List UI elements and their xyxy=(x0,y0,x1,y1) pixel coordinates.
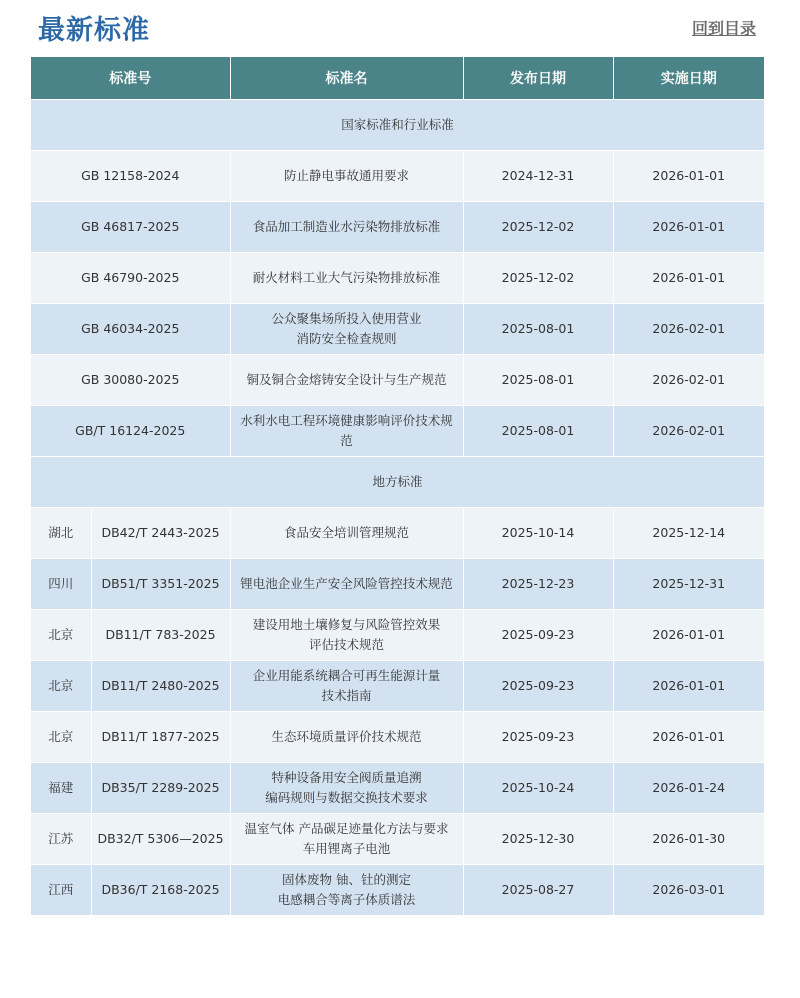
publish-date-cell: 2025-08-01 xyxy=(463,406,613,457)
standard-code-cell: DB32/T 5306—2025 xyxy=(91,814,230,865)
standard-code-cell: GB 46790-2025 xyxy=(31,253,230,304)
table-row xyxy=(31,814,764,865)
standard-name-line: 锂电池企业生产安全风险管控技术规范 xyxy=(240,576,453,591)
standard-name-cell xyxy=(230,355,463,406)
section-national-standards-label: 国家标准和行业标准 xyxy=(31,100,764,151)
table-row xyxy=(31,202,764,253)
standard-code-cell: GB 12158-2024 xyxy=(31,151,230,202)
standard-name-line: 技术指南 xyxy=(321,688,372,703)
publish-date-cell: 2025-09-23 xyxy=(463,661,613,712)
effective-date-cell: 2026-01-01 xyxy=(613,151,764,202)
effective-date-cell: 2026-01-01 xyxy=(613,202,764,253)
standard-name-cell xyxy=(230,661,463,712)
standard-name-cell xyxy=(230,610,463,661)
table-row xyxy=(31,253,764,304)
standard-name-line: 公众聚集场所投入使用营业 xyxy=(271,311,422,326)
table-body xyxy=(31,100,764,916)
standard-name-line: 食品安全培训管理规范 xyxy=(283,525,409,540)
standard-name-line: 消防安全检查规则 xyxy=(296,331,397,346)
table-row xyxy=(31,151,764,202)
header-publish-date: 发布日期 xyxy=(463,57,613,100)
standard-name-cell xyxy=(230,253,463,304)
standard-name-cell xyxy=(230,304,463,355)
publish-date-cell: 2025-10-14 xyxy=(463,508,613,559)
publish-date-cell: 2025-12-02 xyxy=(463,202,613,253)
publish-date-cell: 2025-12-23 xyxy=(463,559,613,610)
effective-date-cell: 2026-01-01 xyxy=(613,712,764,763)
publish-date-cell: 2025-08-01 xyxy=(463,355,613,406)
standard-name-cell xyxy=(230,151,463,202)
standard-code-cell: GB/T 16124-2025 xyxy=(31,406,230,457)
standard-code-cell: DB42/T 2443-2025 xyxy=(91,508,230,559)
publish-date-cell: 2025-08-01 xyxy=(463,304,613,355)
table-row xyxy=(31,661,764,712)
region-cell: 四川 xyxy=(31,559,91,610)
back-to-contents-link[interactable]: 回到目录 xyxy=(691,19,756,38)
standard-code-cell: DB36/T 2168-2025 xyxy=(91,865,230,916)
header-effective-date: 实施日期 xyxy=(613,57,764,100)
region-cell: 江西 xyxy=(31,865,91,916)
table-row xyxy=(31,865,764,916)
standard-name-cell xyxy=(230,202,463,253)
standard-name-line: 评估技术规范 xyxy=(308,637,384,652)
effective-date-cell: 2025-12-14 xyxy=(613,508,764,559)
publish-date-cell: 2025-09-23 xyxy=(463,610,613,661)
standard-name-line: 编码规则与数据交换技术要求 xyxy=(265,790,428,805)
standard-name-cell xyxy=(230,865,463,916)
standard-code-cell: GB 46034-2025 xyxy=(31,304,230,355)
publish-date-cell: 2025-10-24 xyxy=(463,763,613,814)
effective-date-cell: 2026-01-01 xyxy=(613,661,764,712)
region-cell: 北京 xyxy=(31,610,91,661)
effective-date-cell: 2026-01-24 xyxy=(613,763,764,814)
standard-name-cell xyxy=(230,712,463,763)
standard-code-cell: DB51/T 3351-2025 xyxy=(91,559,230,610)
standard-code-cell: DB11/T 1877-2025 xyxy=(91,712,230,763)
standard-name-line: 水利水电工程环境健康影响评价技术规范 xyxy=(240,413,453,448)
effective-date-cell: 2026-01-30 xyxy=(613,814,764,865)
standard-name-line: 建设用地土壤修复与风险管控效果 xyxy=(252,617,441,632)
section-local-standards xyxy=(31,457,764,508)
standard-name-line: 车用锂离子电池 xyxy=(302,841,391,856)
standard-name-line: 固体废物 铀、钍的测定 xyxy=(282,872,411,887)
standard-name-line: 温室气体 产品碳足迹量化方法与要求 xyxy=(244,821,449,836)
publish-date-cell: 2025-12-30 xyxy=(463,814,613,865)
standard-name-line: 耐火材料工业大气污染物排放标准 xyxy=(252,270,441,285)
region-cell: 北京 xyxy=(31,661,91,712)
standard-name-line: 生态环境质量评价技术规范 xyxy=(271,729,422,744)
standard-name-line: 特种设备用安全阀质量追溯 xyxy=(271,770,422,785)
standard-name-line: 防止静电事故通用要求 xyxy=(283,168,409,183)
region-cell: 江苏 xyxy=(31,814,91,865)
standard-name-cell xyxy=(230,763,463,814)
publish-date-cell: 2025-09-23 xyxy=(463,712,613,763)
header-standard-code: 标准号 xyxy=(31,57,230,100)
standard-code-cell: DB35/T 2289-2025 xyxy=(91,763,230,814)
standard-name-line: 铜及铜合金熔铸安全设计与生产规范 xyxy=(246,372,447,387)
effective-date-cell: 2026-02-01 xyxy=(613,304,764,355)
table-row xyxy=(31,508,764,559)
effective-date-cell: 2026-01-01 xyxy=(613,610,764,661)
table-header-row xyxy=(31,57,764,100)
table-row xyxy=(31,304,764,355)
standard-name-line: 电感耦合等离子体质谱法 xyxy=(277,892,416,907)
page-title: 最新标准 xyxy=(38,15,150,46)
region-cell: 福建 xyxy=(31,763,91,814)
effective-date-cell: 2026-02-01 xyxy=(613,406,764,457)
effective-date-cell: 2026-03-01 xyxy=(613,865,764,916)
effective-date-cell: 2026-02-01 xyxy=(613,355,764,406)
region-cell: 北京 xyxy=(31,712,91,763)
publish-date-cell: 2025-12-02 xyxy=(463,253,613,304)
standard-code-cell: GB 30080-2025 xyxy=(31,355,230,406)
standard-code-cell: DB11/T 783-2025 xyxy=(91,610,230,661)
publish-date-cell: 2024-12-31 xyxy=(463,151,613,202)
standard-code-cell: DB11/T 2480-2025 xyxy=(91,661,230,712)
header-standard-name: 标准名 xyxy=(230,57,463,100)
standard-name-cell xyxy=(230,406,463,457)
region-cell: 湖北 xyxy=(31,508,91,559)
standard-code-cell: GB 46817-2025 xyxy=(31,202,230,253)
table-row xyxy=(31,610,764,661)
effective-date-cell: 2025-12-31 xyxy=(613,559,764,610)
table-row xyxy=(31,355,764,406)
section-local-standards-label: 地方标准 xyxy=(31,457,764,508)
section-national-standards xyxy=(31,100,764,151)
standard-name-line: 企业用能系统耦合可再生能源计量 xyxy=(252,668,441,683)
standard-name-cell xyxy=(230,814,463,865)
standards-table xyxy=(31,57,764,915)
standard-name-line: 食品加工制造业水污染物排放标准 xyxy=(252,219,441,234)
table-row xyxy=(31,559,764,610)
table-row xyxy=(31,712,764,763)
effective-date-cell: 2026-01-01 xyxy=(613,253,764,304)
publish-date-cell: 2025-08-27 xyxy=(463,865,613,916)
standard-name-cell xyxy=(230,508,463,559)
table-row xyxy=(31,763,764,814)
table-row xyxy=(31,406,764,457)
standard-name-cell xyxy=(230,559,463,610)
